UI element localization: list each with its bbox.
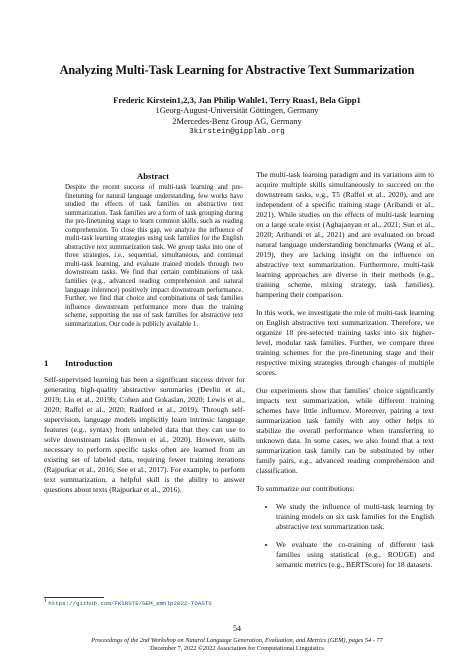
paper-title: Analyzing Multi-Task Learning for Abstractive Text Summarization bbox=[59, 63, 415, 77]
contribution-item: • We study the influence of multi-task learning by training models on six task families for the English abstractive text summarization task. bbox=[276, 502, 434, 532]
author-list: Frederic Kirstein1,2,3, Jan Philip Wahle1, Terry Ruas1, Bela Gipp1 bbox=[113, 95, 361, 105]
section-title: Introduction bbox=[64, 358, 113, 368]
footnote-marker: 1 bbox=[44, 598, 47, 604]
footnote-link[interactable]: https://github.com/FKIRSTE/GEM_emnlp2022-TOASTS bbox=[48, 600, 212, 607]
contact-email[interactable]: 3kirstein@gipplab.org bbox=[189, 128, 285, 136]
contribution-item: • We evaluate the co-training of different task families using statistical (e.g., ROUGE) and semantic metrics (e.g., BERTScore) for 18 datasets. bbox=[276, 540, 434, 570]
right-column bbox=[256, 170, 434, 578]
page-number: 54 bbox=[233, 624, 241, 633]
paragraph-experiments: Our experiments show that families’ choice significantly impacts text summarization, while different training schemes have little influence. Moreover, pairing a text summarization task family with any other helps to stabilize the overall performance when transferring to unknown data. In some cases, we also found that a text summarization task family can be substituted by other family pairs, e.g., advanced reading comprehension and classification. bbox=[256, 386, 434, 475]
introduction-text: Self-supervised learning has been a significant success driver for generating high-quality abstractive summaries (Devlin et al., 2019; Liu et al., 2019b; Cohen and Gokaslan, 2020; Lewis et al., 2020; Raffel et al., 2020; Radford et al., 2019). Through self-supervision, language models implicitly learn intrinsic language features (e.g., syntax) from unlabeled data that they can use to solve downstream tasks (Brown et al., 2020). However, skills necessary to perform specific tasks often are learned from an existing set of labeled data, requiring fewer training iterations (Rajpurkar et al., 2016; See et al., 2017). For example, to perform text summarization, a helpful skill is the ability to answer questions about texts (Rajpurkar et al., 2016). bbox=[44, 375, 245, 494]
proceedings-footer bbox=[0, 637, 474, 653]
affiliation-1: 1Georg-August-Universität Göttingen, Germany bbox=[155, 106, 319, 115]
affiliation-2: 2Mercedes-Benz Group AG, Germany bbox=[172, 117, 302, 126]
contributions-list bbox=[256, 502, 434, 570]
footnote-divider bbox=[44, 597, 104, 598]
abstract-text: Despite the recent success of multi-task learning and pre-finetuning for natural language understanding, few works have studied the effects of task families on abstractive text summarization. Task families are a form of task grouping during the pre-finetuning stage to learn common skills, such as reading comprehension. To close this gap, we analyze the influence of multi-task learning strategies using task families for the English abstractive text summarization task. We group tasks into one of three strategies, i.e., sequential, simultaneous, and continual multi-task learning, and evaluate trained models through two downstream tasks. We find that certain combinations of task families (e.g., advanced reading comprehension and natural language inference) positively impact downstream performance. Further, we find that choice and combinations of task families influence downstream performance more than the training scheme, supporting the use of task families for abstractive text summarization. Our code is publicly available 1. bbox=[65, 184, 243, 328]
paragraph-multitask: The multi-task learning paradigm and its variations aim to acquire multiple skills simultaneously to succeed on the downstream tasks, e.g., T5 (Raffel et al., 2020), and are independent of a specific training stage (Aribandi et al., 2021). While studies on the effects of multi-task learning on a large scale exist (Aghajanyan et al., 2021; Sun et al., 2020; Aribandi et al., 2021) and are evaluated on broad natural language understanding benchmarks (Wang et al., 2019), they are lacking insight on the influence on abstractive text summarization. Furthermore, multi-task learning approaches are diverse in their methods (e.g., training scheme, mixing strategy, task families), hampering their comparison. bbox=[256, 170, 434, 299]
paragraph-this-work: In this work, we investigate the role of multi-task learning on English abstractive text summarization. Therefore, we organize 18 pre-selected training tasks into six higher-level, modular task families. Further, we compare three training schemes for the pre-finetuning stage and their respective mixing strategies through changes of multiple scores. bbox=[256, 308, 434, 377]
proceedings-line: Proceedings of the 2nd Workshop on Natural Language Generation, Evaluation, and Metrics (GEM), pages 54 - 77 bbox=[91, 637, 383, 644]
footnote bbox=[44, 600, 244, 609]
paragraph-contributions-intro: To summarize our contributions: bbox=[256, 484, 355, 493]
section-heading-introduction bbox=[44, 358, 113, 368]
section-number: 1 bbox=[44, 358, 49, 368]
abstract-heading: Abstract bbox=[137, 171, 169, 181]
copyright-line: December 7, 2022 ©2022 Association for Computational Linguistics bbox=[150, 645, 324, 652]
